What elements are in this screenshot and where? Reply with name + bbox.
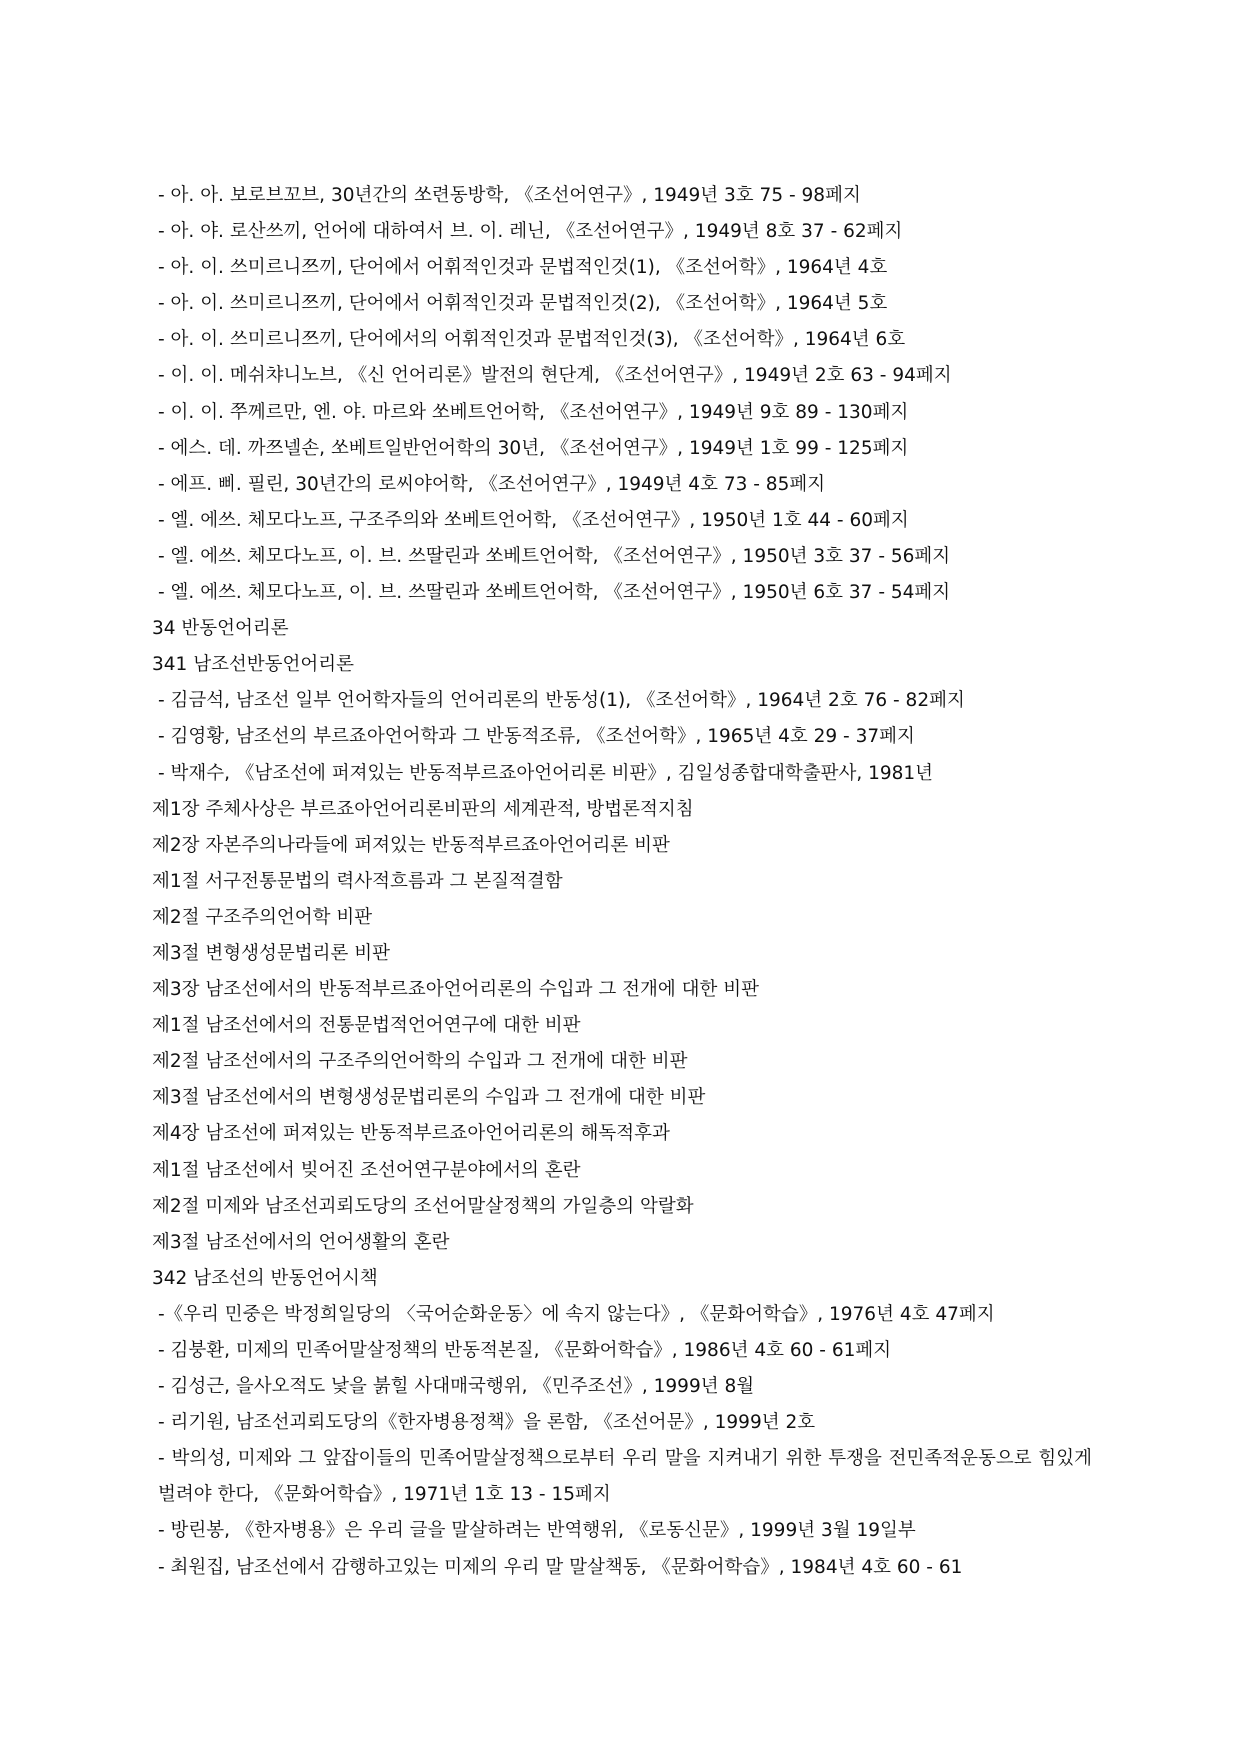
- bibliography-entry: - 엘. 에쓰. 체모다노프, 이. 브. 쓰딸린과 쏘베트언어학, 《조선어연구》, 1950년 6호 37 - 54페지: [158, 582, 951, 604]
- section-entry: 제2절 미제와 남조선괴뢰도당의 조선어말살정책의 가일층의 악랄화: [152, 1195, 694, 1217]
- bibliography-entry: - 아. 아. 보로브꼬브, 30년간의 쏘련동방학, 《조선어연구》, 1949년 3호 75 - 98페지: [158, 185, 861, 206]
- bibliography-entry: - 아. 이. 쓰미르니쯔끼, 단어에서 어휘적인것과 문법적인것(1), 《조선어학》, 1964년 4호: [158, 257, 888, 279]
- section-entry: 제3절 남조선에서의 언어생활의 혼란: [152, 1231, 450, 1253]
- bibliography-entry: - 김붕환, 미제의 민족어말살정책의 반동적본질, 《문화어학습》, 1986년 4호 60 - 61페지: [158, 1340, 892, 1361]
- chapter-entry: 제3장 남조선에서의 반동적부르죠아언어리론의 수입과 그 전개에 대한 비판: [152, 979, 759, 1001]
- bibliography-entry: - 김성근, 을사오적도 낯을 붉힐 사대매국행위, 《민주조선》, 1999년 8월: [158, 1376, 755, 1398]
- subsection-heading: 341 남조선반동언어리론: [152, 654, 355, 676]
- section-entry: 제3절 남조선에서의 변형생성문법리론의 수입과 그 전개에 대한 비판: [152, 1087, 706, 1109]
- chapter-entry: 제4장 남조선에 퍼져있는 반동적부르죠아언어리론의 해독적후과: [152, 1123, 670, 1145]
- bibliography-entry: - 에스. 데. 까쯔넬손, 쏘베트일반언어학의 30년, 《조선어연구》, 1949년 1호 99 - 125페지: [158, 437, 909, 459]
- section-entry: 제1절 남조선에서의 전통문법적언어연구에 대한 비판: [152, 1015, 581, 1037]
- bibliography-entry: - 리기원, 남조선괴뢰도당의《한자병용정책》을 론함, 《조선어문》, 1999년 2호: [158, 1412, 816, 1434]
- section-entry: 제2절 구조주의언어학 비판: [152, 906, 373, 928]
- bibliography-entry: - 이. 이. 쭈께르만, 엔. 야. 마르와 쏘베트언어학, 《조선어연구》, 1949년 9호 89 - 130페지: [158, 401, 909, 423]
- chapter-entry: 제1장 주체사상은 부르죠아언어리론비판의 세계관적, 방법론적지침: [152, 798, 694, 820]
- bibliography-entry: -《우리 민중은 박정희일당의 〈국어순화운동〉에 속지 않는다》, 《문화어학습》, 1976년 4호 47페지: [158, 1303, 995, 1325]
- section-entry: 제3절 변형생성문법리론 비판: [152, 942, 390, 964]
- bibliography-list: [152, 178, 1092, 1586]
- section-entry: 제2절 남조선에서의 구조주의언어학의 수입과 그 전개에 대한 비판: [152, 1051, 688, 1073]
- subsection-heading: 342 남조선의 반동언어시책: [152, 1267, 378, 1289]
- bibliography-entry: - 박재수, 《남조선에 퍼져있는 반동적부르죠아언어리론 비판》, 김일성종합대학출판사, 1981년: [158, 762, 934, 784]
- bibliography-entry: - 에프. 삐. 필린, 30년간의 로씨야어학, 《조선어연구》, 1949년 4호 73 - 85페지: [158, 473, 826, 495]
- bibliography-entry: - 엘. 에쓰. 체모다노프, 구조주의와 쏘베트언어학, 《조선어연구》, 1950년 1호 44 - 60페지: [158, 509, 909, 531]
- bibliography-entry: - 김금석, 남조선 일부 언어학자들의 언어리론의 반동성(1), 《조선어학》, 1964년 2호 76 - 82페지: [158, 690, 965, 712]
- bibliography-entry: - 엘. 에쓰. 체모다노프, 이. 브. 쓰딸린과 쏘베트언어학, 《조선어연구》, 1950년 3호 37 - 56페지: [158, 545, 951, 567]
- bibliography-entry: - 이. 이. 메쉬챠니노브, 《신 언어리론》발전의 현단계, 《조선어연구》, 1949년 2호 63 - 94페지: [158, 365, 952, 387]
- section-entry: 제1절 남조선에서 빚어진 조선어연구분야에서의 혼란: [152, 1159, 581, 1181]
- section-heading: 34 반동언어리론: [152, 618, 289, 640]
- chapter-entry: 제2장 자본주의나라들에 퍼져있는 반동적부르죠아언어리론 비판: [152, 834, 670, 856]
- bibliography-entry: - 방린봉, 《한자병용》은 우리 글을 말살하려는 반역행위, 《로동신문》, 1999년 3월 19일부: [158, 1520, 916, 1542]
- bibliography-entry: - 아. 이. 쓰미르니쯔끼, 단어에서의 어휘적인것과 문법적인것(3), 《조선어학》, 1964년 6호: [158, 329, 906, 351]
- bibliography-entry: - 박의성, 미제와 그 앞잡이들의 민족어말살정책으로부터 우리 말을 지켜내기 위한 투쟁을 전민족적운동으로 힘있게 벌려야 한다, 《문화어학습》, 1971년 1호 13 - 15페지: [158, 1448, 1092, 1506]
- bibliography-entry: - 김영황, 남조선의 부르죠아언어학과 그 반동적조류, 《조선어학》, 1965년 4호 29 - 37페지: [158, 726, 915, 748]
- bibliography-entry: - 아. 야. 로산쓰끼, 언어에 대하여서 브. 이. 레닌, 《조선어연구》, 1949년 8호 37 - 62페지: [158, 221, 903, 243]
- bibliography-entry: - 최원집, 남조선에서 감행하고있는 미제의 우리 말 말살책동, 《문화어학습》, 1984년 4호 60 - 61: [158, 1556, 963, 1578]
- section-entry: 제1절 서구전통문법의 력사적흐름과 그 본질적결함: [152, 870, 563, 892]
- bibliography-entry: - 아. 이. 쓰미르니쯔끼, 단어에서 어휘적인것과 문법적인것(2), 《조선어학》, 1964년 5호: [158, 293, 888, 315]
